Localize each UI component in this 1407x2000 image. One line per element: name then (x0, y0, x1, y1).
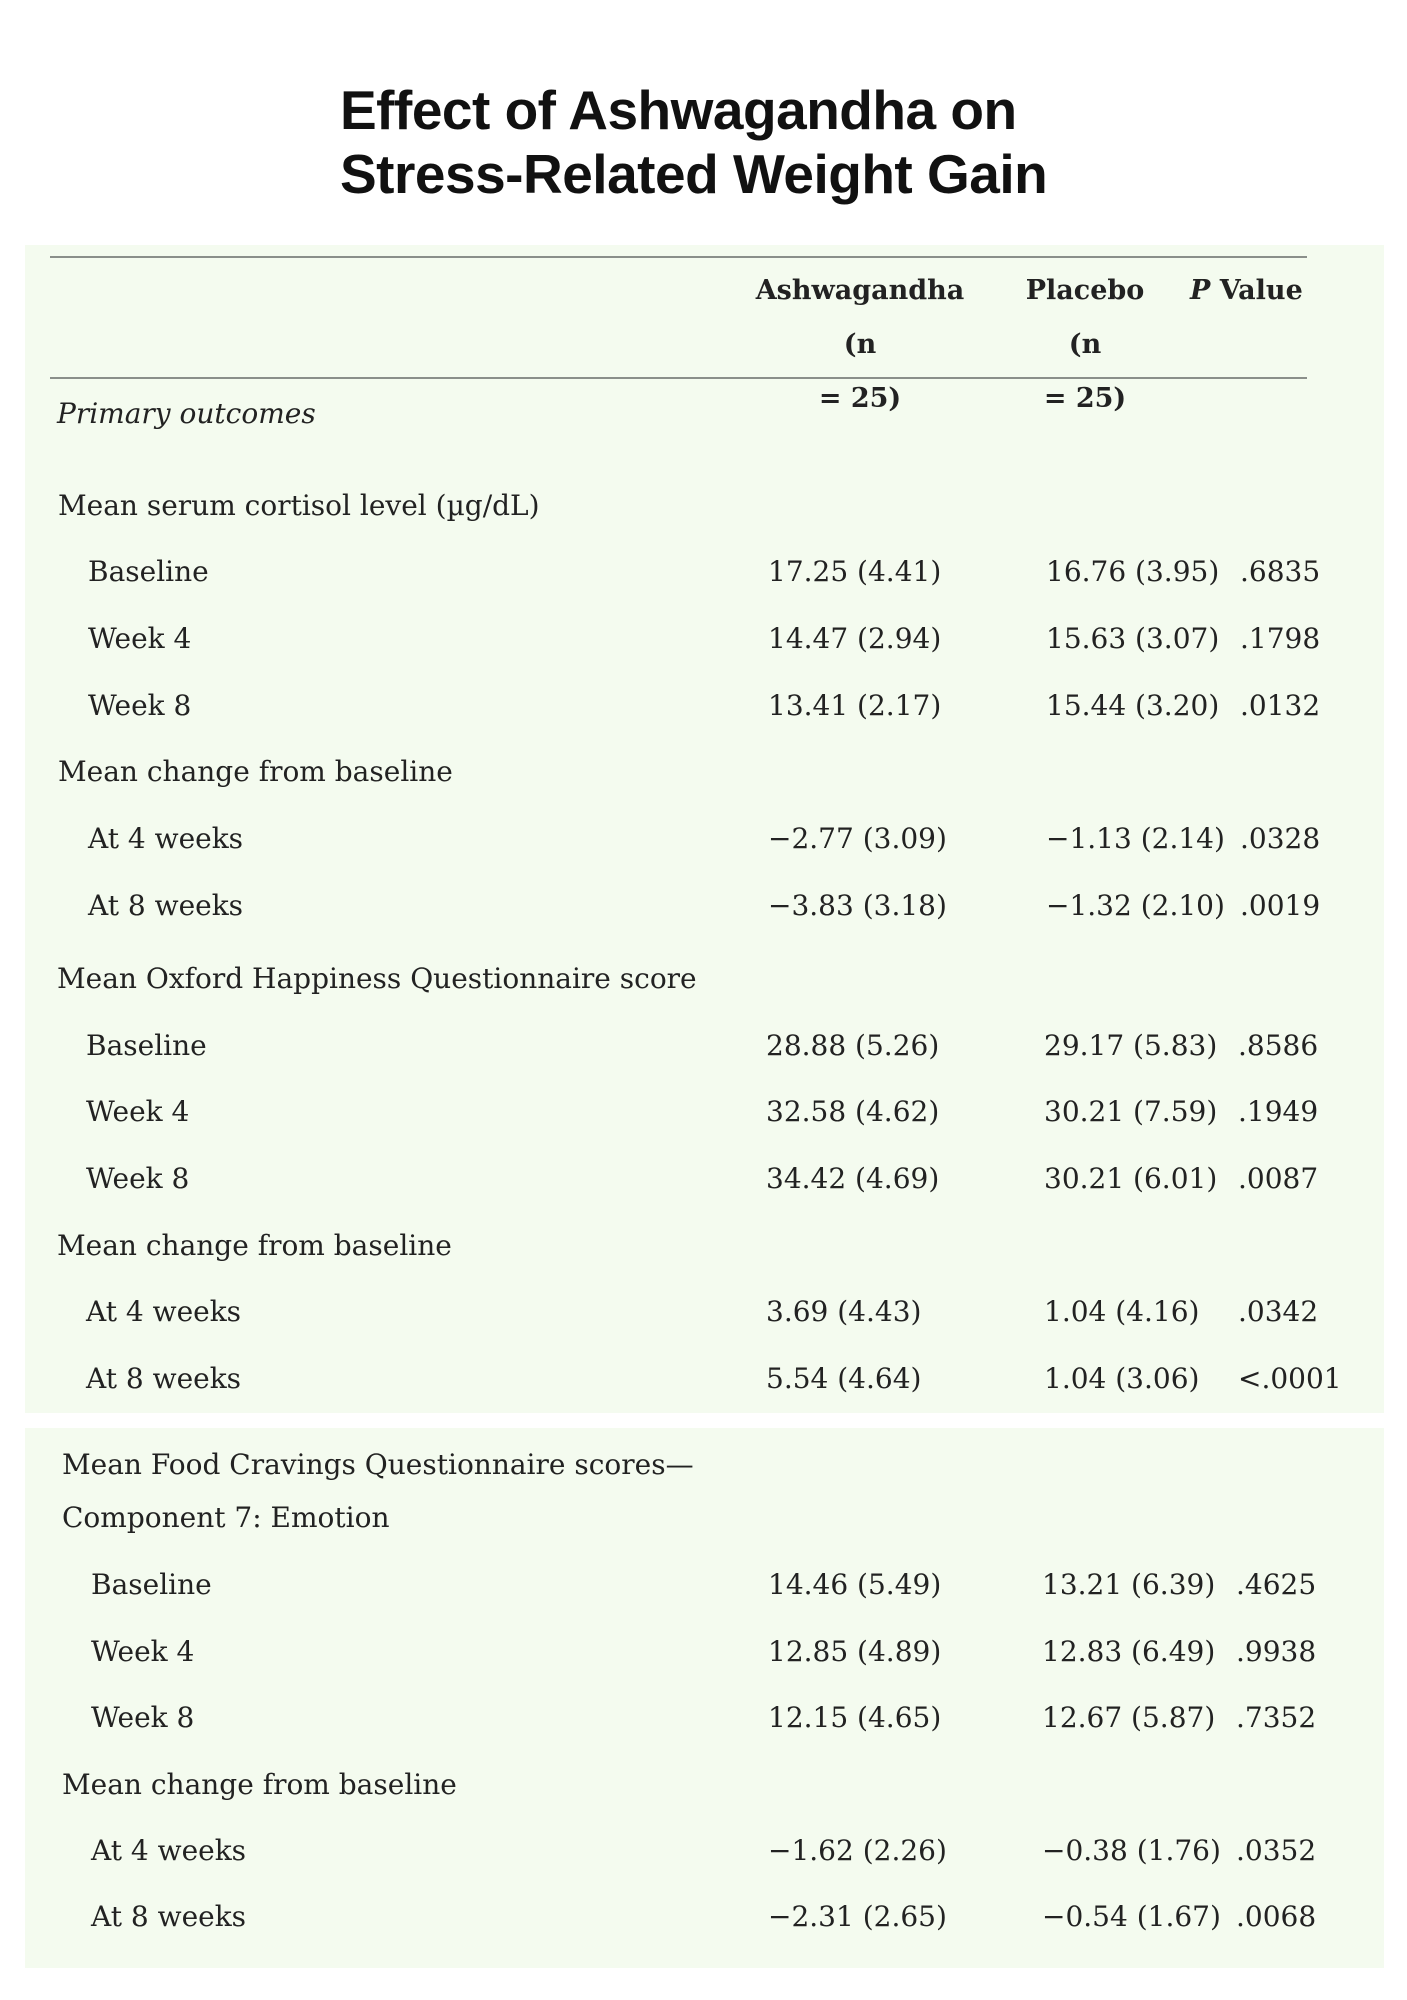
row-label: Week 8 (88, 689, 192, 722)
group-label-cravings-line-1: Mean Food Cravings Questionnaire scores— (62, 1448, 694, 1481)
row-label: Week 4 (86, 1095, 190, 1128)
row-label: Week 8 (86, 1162, 190, 1195)
group-label-happiness: Mean Oxford Happiness Questionnaire score (57, 962, 697, 995)
column-header-pvalue (1190, 264, 1320, 318)
row-label: Baseline (86, 1029, 207, 1062)
placebo-value: 16.76 (3.95) (1046, 555, 1220, 588)
ashwagandha-value: 3.69 (4.43) (766, 1295, 922, 1328)
row-label: Week 4 (88, 622, 192, 655)
p-value: .0132 (1240, 689, 1321, 722)
column-header-pvalue-label: Value (1210, 275, 1303, 306)
placebo-value: 13.21 (6.39) (1042, 1568, 1216, 1601)
title-line-2: Stress-Related Weight Gain (340, 143, 1048, 205)
p-value: .7352 (1236, 1701, 1317, 1734)
ashwagandha-value: −3.83 (3.18) (768, 889, 947, 922)
ashwagandha-value: 13.41 (2.17) (768, 689, 942, 722)
p-value: <.0001 (1238, 1362, 1342, 1395)
change-label-cortisol: Mean change from baseline (58, 755, 453, 788)
row-label: At 4 weeks (86, 1295, 242, 1328)
ashwagandha-value: −1.62 (2.26) (768, 1834, 947, 1867)
row-label: At 8 weeks (88, 889, 244, 922)
p-value: .0328 (1240, 822, 1321, 855)
placebo-value: 1.04 (4.16) (1044, 1295, 1200, 1328)
placebo-value: −1.32 (2.10) (1046, 889, 1225, 922)
ashwagandha-value: 32.58 (4.62) (766, 1095, 940, 1128)
row-label: At 8 weeks (86, 1362, 242, 1395)
placebo-value: 30.21 (7.59) (1044, 1095, 1218, 1128)
change-label-cravings: Mean change from baseline (62, 1768, 457, 1801)
section-primary-outcomes: Primary outcomes (57, 397, 316, 430)
ashwagandha-value: 14.46 (5.49) (768, 1568, 942, 1601)
p-value: .0342 (1238, 1295, 1319, 1328)
column-header-placebo-line-1: Placebo (n (1025, 275, 1145, 360)
page-title (340, 78, 1100, 206)
placebo-value: 15.63 (3.07) (1046, 622, 1220, 655)
p-value: .9938 (1236, 1635, 1317, 1668)
row-label: Week 4 (91, 1635, 195, 1668)
ashwagandha-value: 28.88 (5.26) (766, 1029, 940, 1062)
ashwagandha-value: 12.15 (4.65) (768, 1701, 942, 1734)
ashwagandha-value: −2.77 (3.09) (768, 822, 947, 855)
p-value: .0352 (1236, 1834, 1317, 1867)
p-value: .6835 (1240, 555, 1321, 588)
row-label: At 4 weeks (88, 822, 244, 855)
placebo-value: 1.04 (3.06) (1044, 1362, 1200, 1395)
change-label-happiness: Mean change from baseline (57, 1229, 452, 1262)
row-label: Baseline (91, 1568, 212, 1601)
p-value: .0019 (1240, 889, 1321, 922)
p-value: .1949 (1238, 1095, 1319, 1128)
table-top-rule (50, 256, 1307, 258)
row-label: Baseline (88, 555, 209, 588)
group-label-cortisol: Mean serum cortisol level (µg/dL) (58, 489, 540, 522)
title-line-1: Effect of Ashwagandha on (340, 79, 1017, 141)
column-header-placebo-line-2: = 25) (1043, 383, 1127, 414)
p-value: .8586 (1238, 1029, 1319, 1062)
column-header-ashwagandha (740, 264, 980, 426)
placebo-value: 12.83 (6.49) (1042, 1635, 1216, 1668)
p-value: .0068 (1236, 1900, 1317, 1933)
placebo-value: −1.13 (2.14) (1046, 822, 1225, 855)
ashwagandha-value: −2.31 (2.65) (768, 1900, 947, 1933)
row-label: Week 8 (91, 1701, 195, 1734)
column-header-ashwagandha-line-1: Ashwagandha (n (755, 275, 965, 360)
ashwagandha-value: 12.85 (4.89) (768, 1635, 942, 1668)
ashwagandha-value: 17.25 (4.41) (768, 555, 942, 588)
p-value: .1798 (1240, 622, 1321, 655)
ashwagandha-value: 5.54 (4.64) (766, 1362, 922, 1395)
column-header-ashwagandha-line-2: = 25) (818, 383, 902, 414)
placebo-value: 30.21 (6.01) (1044, 1162, 1218, 1195)
placebo-value: −0.38 (1.76) (1042, 1834, 1221, 1867)
placebo-value: 12.67 (5.87) (1042, 1701, 1216, 1734)
column-header-placebo (1010, 264, 1160, 426)
placebo-value: −0.54 (1.67) (1042, 1900, 1221, 1933)
column-header-pvalue-p: P (1190, 275, 1211, 306)
placebo-value: 15.44 (3.20) (1046, 689, 1220, 722)
row-label: At 8 weeks (91, 1900, 247, 1933)
p-value: .4625 (1236, 1568, 1317, 1601)
ashwagandha-value: 34.42 (4.69) (766, 1162, 940, 1195)
p-value: .0087 (1238, 1162, 1319, 1195)
row-label: At 4 weeks (91, 1834, 247, 1867)
group-label-cravings-line-2: Component 7: Emotion (62, 1501, 390, 1534)
ashwagandha-value: 14.47 (2.94) (768, 622, 942, 655)
placebo-value: 29.17 (5.83) (1044, 1029, 1218, 1062)
